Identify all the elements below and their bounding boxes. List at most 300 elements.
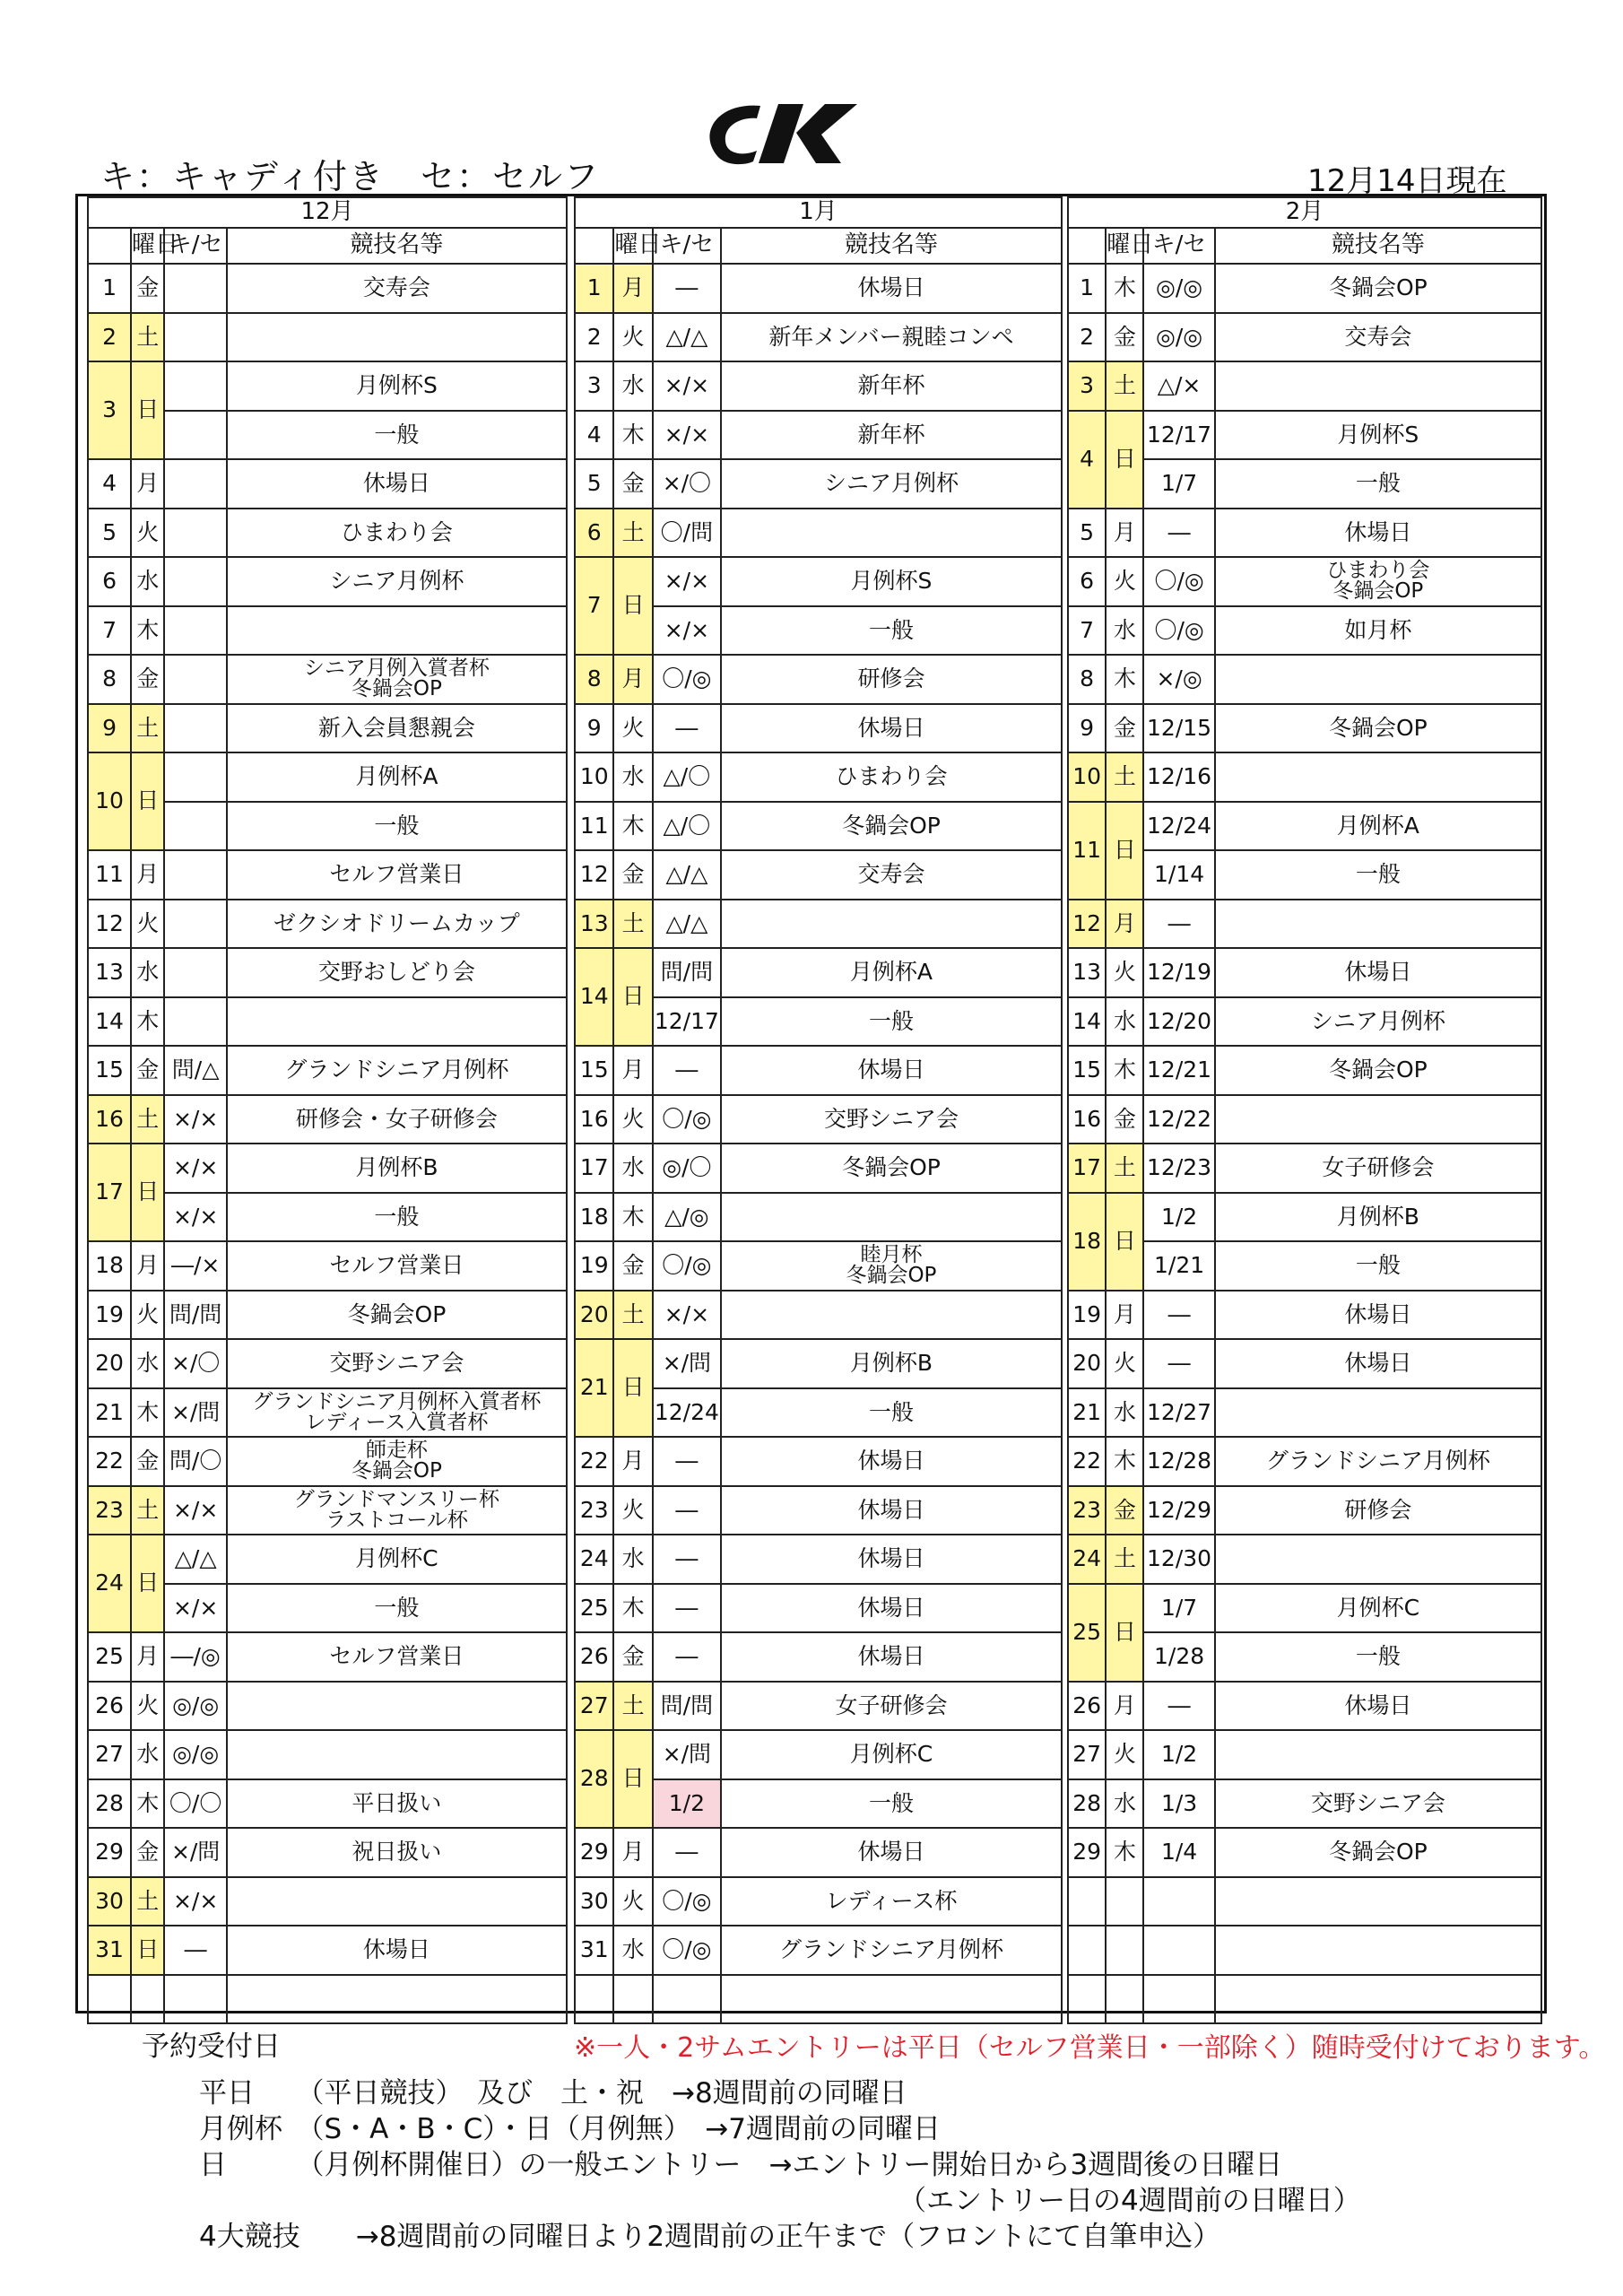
table-row	[88, 850, 567, 900]
day-cell: 19	[1068, 1291, 1106, 1340]
reservation-status	[164, 900, 226, 949]
event-cell: 休場日	[1215, 509, 1541, 558]
weekday-cell: 金	[131, 264, 164, 313]
event-cell: 祝日扱い	[227, 1828, 567, 1877]
reservation-status: △/△	[653, 313, 721, 362]
reservation-status: △/△	[164, 1535, 226, 1584]
table-row	[88, 1779, 567, 1829]
weekday-cell: 日	[131, 1144, 164, 1241]
event-cell: 一般	[227, 1584, 567, 1633]
table-row	[88, 1388, 567, 1438]
day-cell: 5	[1068, 509, 1106, 558]
table-row	[88, 1437, 567, 1486]
weekday-cell: 木	[131, 1388, 164, 1438]
day-cell: 7	[88, 606, 131, 656]
day-cell	[1068, 1975, 1106, 2024]
legend-text: キ：キャディ付き セ：セルフ	[100, 157, 600, 196]
weekday-cell: 水	[613, 1535, 652, 1584]
weekday-cell: 月	[613, 264, 652, 313]
reservation-status: 問/問	[653, 948, 721, 997]
day-cell: 8	[88, 655, 131, 704]
event-cell: 研修会	[1215, 1486, 1541, 1535]
table-row	[575, 264, 1062, 313]
reservation-status: 12/28	[1143, 1437, 1214, 1486]
event-cell: セルフ営業日	[227, 1632, 567, 1682]
weekday-cell: 水	[131, 948, 164, 997]
reservation-status: ―	[653, 1486, 721, 1535]
table-row	[88, 1632, 567, 1682]
weekday-cell: 月	[1106, 509, 1143, 558]
table-row	[88, 1535, 567, 1584]
reservation-status: 12/20	[1143, 997, 1214, 1047]
day-cell: 9	[575, 704, 613, 753]
reservation-status: 1/7	[1143, 459, 1214, 509]
event-cell: 交寿会	[1215, 313, 1541, 362]
table-row	[88, 1291, 567, 1340]
reservation-status: 〇/◎	[1143, 557, 1214, 606]
table-row	[1068, 1682, 1541, 1731]
reservation-status: 〇/◎	[653, 1095, 721, 1144]
table-row	[575, 557, 1062, 606]
reservation-status: ×/問	[653, 1339, 721, 1388]
reservation-status: ×/×	[653, 606, 721, 656]
col-dow: 曜日	[131, 228, 164, 264]
weekday-cell: 日	[613, 1339, 652, 1437]
calendar-table	[87, 196, 568, 2024]
weekday-cell: 金	[1106, 1486, 1143, 1535]
day-cell: 21	[575, 1339, 613, 1437]
weekday-cell: 木	[613, 1584, 652, 1633]
event-cell: ひまわり会	[721, 752, 1062, 802]
weekday-cell: 日	[131, 752, 164, 850]
day-cell: 31	[575, 1926, 613, 1975]
table-row	[1068, 1388, 1541, 1438]
month-january	[574, 196, 1063, 2024]
event-cell: シニア月例杯	[721, 459, 1062, 509]
event-line: 師走杯	[365, 1439, 428, 1463]
table-row	[575, 1046, 1062, 1095]
weekday-cell: 日	[131, 361, 164, 459]
weekday-cell: 月	[131, 1632, 164, 1682]
event-line: グランドマンスリー杯	[293, 1487, 500, 1511]
weekday-cell: 土	[131, 704, 164, 753]
weekday-cell: 月	[1106, 900, 1143, 949]
event-cell: レディース杯	[721, 1877, 1062, 1926]
day-cell: 4	[575, 411, 613, 460]
day-cell: 21	[88, 1388, 131, 1438]
day-cell: 10	[575, 752, 613, 802]
event-cell: 月例杯S	[1215, 411, 1541, 460]
reservation-status: ◎/◎	[164, 1730, 226, 1779]
weekday-cell: 木	[1106, 1437, 1143, 1486]
weekday-cell: 日	[1106, 1584, 1143, 1682]
weekday-cell: 金	[131, 1437, 164, 1486]
day-cell: 7	[575, 557, 613, 655]
weekday-cell: 木	[613, 1193, 652, 1242]
event-cell	[227, 1388, 567, 1438]
col-dow: 曜日	[1106, 228, 1143, 264]
event-cell	[227, 1486, 567, 1535]
reservation-status	[164, 1975, 226, 2024]
table-row	[1068, 1339, 1541, 1388]
event-cell: セルフ営業日	[227, 1241, 567, 1291]
note-line: （エントリー日の4週間前の日曜日）	[898, 2185, 1361, 2217]
reservation-status: △/×	[1143, 361, 1214, 411]
reservation-status: 〇/問	[653, 509, 721, 558]
day-cell: 11	[88, 850, 131, 900]
reservation-status	[164, 997, 226, 1047]
reservation-status	[164, 655, 226, 704]
table-row	[575, 1926, 1062, 1975]
event-cell: 如月杯	[1215, 606, 1541, 656]
month-name: 1月	[575, 197, 1062, 228]
table-row	[575, 509, 1062, 558]
event-cell: 一般	[227, 411, 567, 460]
table-row	[1068, 1144, 1541, 1193]
table-row	[575, 1632, 1062, 1682]
weekday-cell: 金	[131, 1046, 164, 1095]
table-row	[88, 361, 567, 411]
day-cell: 5	[88, 509, 131, 558]
table-row	[575, 1877, 1062, 1926]
reservation-status: 〇/◎	[653, 1241, 721, 1291]
event-cell: 一般	[1215, 459, 1541, 509]
weekday-cell: 金	[613, 1632, 652, 1682]
day-cell: 29	[1068, 1828, 1106, 1877]
event-cell	[1215, 1730, 1541, 1779]
notes-title: 予約受付日	[142, 2031, 281, 2063]
reservation-status	[164, 459, 226, 509]
event-cell: 研修会・女子研修会	[227, 1095, 567, 1144]
day-cell: 3	[575, 361, 613, 411]
table-row	[575, 1535, 1062, 1584]
weekday-cell: 火	[613, 1095, 652, 1144]
weekday-cell: 火	[131, 509, 164, 558]
event-cell: 研修会	[721, 655, 1062, 704]
event-cell: 月例杯C	[721, 1730, 1062, 1779]
table-row	[1068, 802, 1541, 851]
reservation-status: ―	[1143, 1339, 1214, 1388]
event-cell: 新年メンバー親睦コンペ	[721, 313, 1062, 362]
table-row	[88, 509, 567, 558]
table-row	[575, 1584, 1062, 1633]
day-cell: 27	[575, 1682, 613, 1731]
reservation-status: ―/×	[164, 1241, 226, 1291]
day-cell: 17	[88, 1144, 131, 1241]
table-row	[88, 752, 567, 802]
event-cell: 新年杯	[721, 361, 1062, 411]
weekday-cell: 日	[131, 1926, 164, 1975]
weekday-cell: 木	[613, 411, 652, 460]
weekday-cell: 土	[1106, 1535, 1143, 1584]
event-cell: 一般	[1215, 1241, 1541, 1291]
event-cell: 休場日	[1215, 1291, 1541, 1340]
day-cell: 21	[1068, 1388, 1106, 1438]
day-cell: 11	[575, 802, 613, 851]
reservation-status: ―	[653, 1584, 721, 1633]
reservation-status: ×/×	[164, 1095, 226, 1144]
day-cell: 20	[1068, 1339, 1106, 1388]
event-cell	[721, 1241, 1062, 1291]
reservation-status: ×/問	[164, 1388, 226, 1438]
reservation-status: △/◎	[653, 1193, 721, 1242]
day-cell	[88, 1975, 131, 2024]
weekday-cell: 火	[613, 704, 652, 753]
weekday-cell: 月	[613, 1046, 652, 1095]
reservation-status: ―	[1143, 1682, 1214, 1731]
weekday-cell: 木	[1106, 1828, 1143, 1877]
table-row	[1068, 557, 1541, 606]
day-cell	[575, 1975, 613, 2024]
month-february	[1067, 196, 1542, 2024]
notes-red-remark: ※一人・2サムエントリーは平日（セルフ営業日・一部除く）随時受付けております。	[574, 2032, 1606, 2064]
event-cell	[227, 1682, 567, 1731]
event-cell	[1215, 655, 1541, 704]
weekday-cell: 日	[131, 1535, 164, 1632]
reservation-status: ―	[1143, 509, 1214, 558]
event-cell: シニア月例杯	[227, 557, 567, 606]
event-cell: 休場日	[721, 1046, 1062, 1095]
reservation-status: ―	[653, 1828, 721, 1877]
weekday-cell: 金	[1106, 313, 1143, 362]
column-header-row	[575, 228, 1062, 264]
event-cell	[721, 1975, 1062, 2024]
event-cell: 女子研修会	[1215, 1144, 1541, 1193]
weekday-cell: 土	[1106, 1144, 1143, 1193]
day-cell: 22	[575, 1437, 613, 1486]
reservation-status: ×/◎	[1143, 655, 1214, 704]
reservation-status: 12/21	[1143, 1046, 1214, 1095]
table-row	[575, 1437, 1062, 1486]
day-cell: 29	[88, 1828, 131, 1877]
weekday-cell: 月	[131, 1241, 164, 1291]
weekday-cell: 水	[613, 1926, 652, 1975]
reservation-status: ×/×	[164, 1144, 226, 1193]
day-cell: 11	[1068, 802, 1106, 900]
weekday-cell: 木	[1106, 1046, 1143, 1095]
table-row	[88, 1926, 567, 1975]
reservation-status: 12/16	[1143, 752, 1214, 802]
reservation-status	[164, 704, 226, 753]
day-cell: 16	[1068, 1095, 1106, 1144]
reservation-status	[653, 1975, 721, 2024]
col-event: 競技名等	[721, 228, 1062, 264]
event-cell: 休場日	[227, 459, 567, 509]
event-line: シニア月例入賞者杯	[303, 657, 490, 681]
weekday-cell: 土	[131, 1486, 164, 1535]
table-row	[575, 1144, 1062, 1193]
event-cell: ゼクシオドリームカップ	[227, 900, 567, 949]
day-cell: 2	[575, 313, 613, 362]
event-cell: ひまわり会	[227, 509, 567, 558]
event-cell: 冬鍋会OP	[721, 802, 1062, 851]
table-row	[575, 850, 1062, 900]
event-cell	[1215, 557, 1541, 606]
club-logo	[690, 97, 861, 170]
weekday-cell: 月	[1106, 1682, 1143, 1731]
table-row	[575, 459, 1062, 509]
reservation-status: △/△	[653, 900, 721, 949]
reservation-status	[164, 361, 226, 411]
weekday-cell: 日	[1106, 1193, 1143, 1291]
weekday-cell: 水	[613, 752, 652, 802]
reservation-status: ×/×	[653, 411, 721, 460]
day-cell: 31	[88, 1926, 131, 1975]
weekday-cell: 金	[613, 459, 652, 509]
day-cell: 14	[575, 948, 613, 1046]
event-cell	[1215, 1388, 1541, 1438]
day-cell: 24	[88, 1535, 131, 1632]
day-cell: 1	[575, 264, 613, 313]
day-cell: 15	[575, 1046, 613, 1095]
day-cell: 26	[1068, 1682, 1106, 1731]
day-cell: 29	[575, 1828, 613, 1877]
note-line: 日 （月例杯開催日）の一般エントリー →エントリー開始日から3週間後の日曜日	[199, 2149, 1283, 2181]
reservation-status: ―	[653, 704, 721, 753]
event-line: 冬鍋会OP	[351, 677, 442, 701]
table-row	[88, 459, 567, 509]
day-cell: 8	[575, 655, 613, 704]
reservation-status	[164, 264, 226, 313]
event-cell: 月例杯S	[721, 557, 1062, 606]
col-event: 競技名等	[1215, 228, 1541, 264]
table-row	[1068, 997, 1541, 1047]
reservation-status: 1/7	[1143, 1584, 1214, 1633]
table-row	[1068, 704, 1541, 753]
weekday-cell: 水	[1106, 1779, 1143, 1829]
weekday-cell: 月	[131, 459, 164, 509]
day-cell: 26	[88, 1682, 131, 1731]
table-row	[88, 264, 567, 313]
day-cell: 28	[88, 1779, 131, 1829]
weekday-cell: 木	[613, 802, 652, 851]
event-cell	[1215, 900, 1541, 949]
reservation-status: ―	[653, 1632, 721, 1682]
reservation-status: ×/×	[164, 1584, 226, 1633]
weekday-cell: 木	[131, 606, 164, 656]
reservation-status: ×/×	[164, 1193, 226, 1242]
event-cell: 一般	[1215, 1632, 1541, 1682]
weekday-cell: 火	[131, 1682, 164, 1731]
table-row	[575, 802, 1062, 851]
day-cell: 7	[1068, 606, 1106, 656]
weekday-cell: 水	[1106, 1388, 1143, 1438]
event-cell: 休場日	[721, 1828, 1062, 1877]
table-row	[1068, 606, 1541, 656]
weekday-cell: 火	[1106, 1339, 1143, 1388]
day-cell: 28	[575, 1730, 613, 1828]
table-row	[88, 1877, 567, 1926]
day-cell: 15	[88, 1046, 131, 1095]
weekday-cell: 水	[1106, 997, 1143, 1047]
weekday-cell: 水	[613, 1144, 652, 1193]
table-row	[88, 557, 567, 606]
event-cell: 月例杯A	[1215, 802, 1541, 851]
reservation-status: ―	[653, 1437, 721, 1486]
day-cell: 18	[1068, 1193, 1106, 1291]
event-cell: 休場日	[1215, 948, 1541, 997]
reservation-status: ―	[653, 1046, 721, 1095]
reservation-status: ×/×	[653, 1291, 721, 1340]
weekday-cell: 金	[131, 655, 164, 704]
day-cell: 13	[575, 900, 613, 949]
reservation-status: 12/24	[1143, 802, 1214, 851]
table-row	[88, 655, 567, 704]
reservation-status: 12/19	[1143, 948, 1214, 997]
day-cell: 14	[88, 997, 131, 1047]
event-cell: 冬鍋会OP	[227, 1291, 567, 1340]
month-header-row	[575, 197, 1062, 228]
table-row	[88, 1046, 567, 1095]
event-cell: 休場日	[721, 704, 1062, 753]
weekday-cell: 土	[613, 1291, 652, 1340]
weekday-cell: 金	[1106, 704, 1143, 753]
day-cell: 1	[88, 264, 131, 313]
event-cell: 月例杯C	[1215, 1584, 1541, 1633]
day-cell: 2	[1068, 313, 1106, 362]
event-cell: 交寿会	[227, 264, 567, 313]
reservation-status: ◎/〇	[653, 1144, 721, 1193]
day-cell: 6	[1068, 557, 1106, 606]
table-row	[1068, 900, 1541, 949]
reservation-status: △/〇	[653, 752, 721, 802]
month-header-row	[88, 197, 567, 228]
table-row	[1068, 1828, 1541, 1877]
event-cell	[1215, 1877, 1541, 1926]
table-row	[575, 655, 1062, 704]
event-cell: グランドシニア月例杯	[721, 1926, 1062, 1975]
col-ks: キ/セ	[653, 228, 721, 264]
event-cell	[721, 900, 1062, 949]
table-row	[1068, 1046, 1541, 1095]
event-cell: 一般	[721, 606, 1062, 656]
day-cell	[1068, 1877, 1106, 1926]
table-row	[88, 1339, 567, 1388]
day-cell: 12	[575, 850, 613, 900]
reservation-status: 問/△	[164, 1046, 226, 1095]
reservation-status: 1/4	[1143, 1828, 1214, 1877]
reservation-status: 問/〇	[164, 1437, 226, 1486]
weekday-cell: 木	[131, 1779, 164, 1829]
event-cell: シニア月例杯	[1215, 997, 1541, 1047]
col-ks: キ/セ	[1143, 228, 1214, 264]
event-line: ひまわり会	[1326, 559, 1430, 583]
event-cell: 一般	[721, 997, 1062, 1047]
day-cell: 3	[1068, 361, 1106, 411]
month-december	[87, 196, 568, 2024]
col-ks: キ/セ	[164, 228, 226, 264]
weekday-cell: 土	[613, 1682, 652, 1731]
day-cell: 25	[575, 1584, 613, 1633]
table-row	[88, 1486, 567, 1535]
event-line: グランドシニア月例杯入賞者杯	[252, 1389, 542, 1413]
day-cell: 24	[1068, 1535, 1106, 1584]
day-cell: 6	[575, 509, 613, 558]
event-cell: グランドシニア月例杯	[1215, 1437, 1541, 1486]
event-line: ラストコール杯	[325, 1508, 468, 1532]
event-cell: 休場日	[1215, 1682, 1541, 1731]
event-cell: 休場日	[721, 264, 1062, 313]
day-cell: 22	[1068, 1437, 1106, 1486]
day-cell: 18	[88, 1241, 131, 1291]
weekday-cell	[613, 1975, 652, 2024]
event-cell: 月例杯B	[721, 1339, 1062, 1388]
day-cell: 30	[575, 1877, 613, 1926]
reservation-status: 問/問	[653, 1682, 721, 1731]
reservation-status: 1/14	[1143, 850, 1214, 900]
reservation-status: ―	[1143, 1291, 1214, 1340]
day-cell: 2	[88, 313, 131, 362]
